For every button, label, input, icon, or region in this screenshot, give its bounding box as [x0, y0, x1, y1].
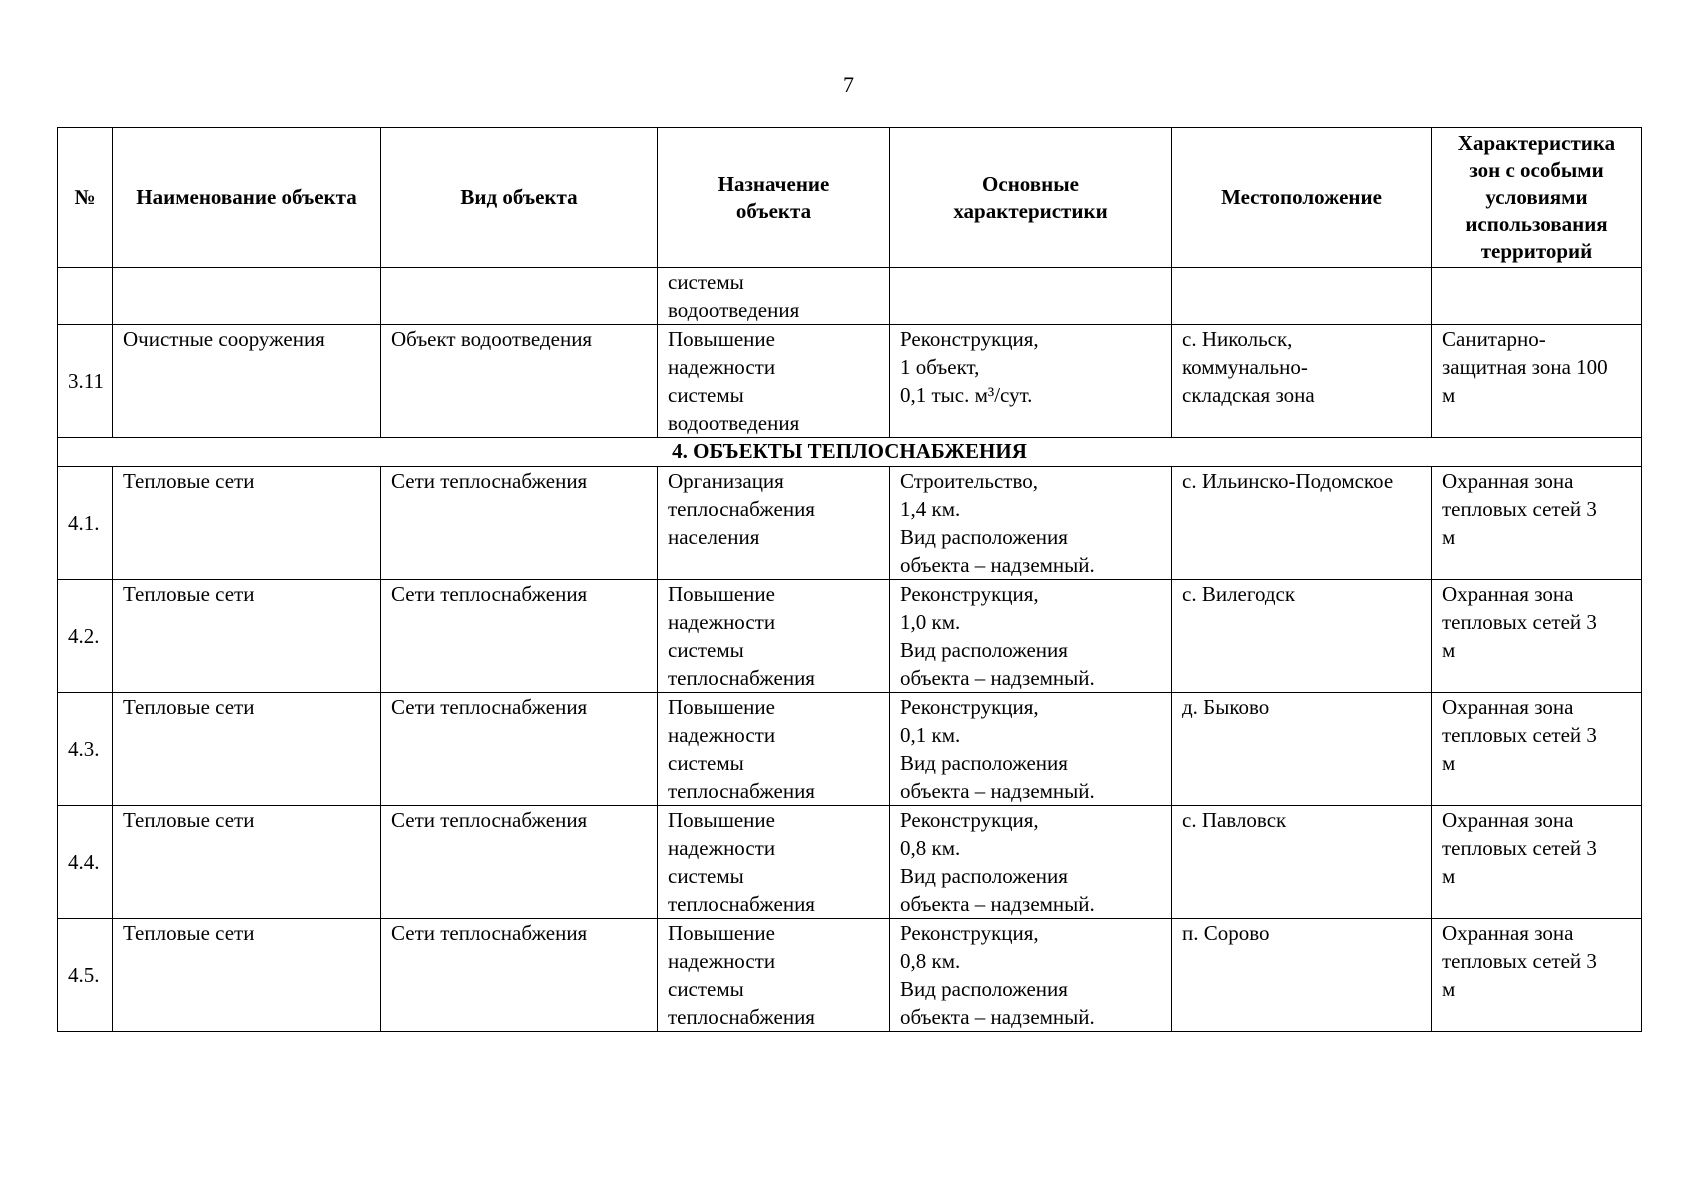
cell-line: Вид расположения [900, 638, 1068, 662]
header-num: № [58, 128, 113, 268]
cell-line: Охранная зона [1442, 582, 1574, 606]
cell-name: Тепловые сети [113, 693, 381, 806]
cell-characteristics [890, 268, 1172, 325]
cell-line: объекта – надземный. [900, 666, 1095, 690]
cell-line: системы [668, 751, 744, 775]
cell-line: м [1442, 751, 1456, 775]
cell-line: надежности [668, 610, 776, 634]
cell-name: Очистные сооружения [113, 325, 381, 438]
cell-line: 1 объект, [900, 355, 980, 379]
cell-line: Организация [668, 469, 784, 493]
cell-purpose [658, 467, 890, 580]
table-row [58, 693, 1642, 806]
cell-line: 0,1 тыс. м³/сут. [900, 383, 1033, 407]
cell-line: теплоснабжения [668, 666, 815, 690]
cell-line: м [1442, 525, 1456, 549]
cell-characteristics [890, 325, 1172, 438]
table-row [58, 806, 1642, 919]
cell-zones [1432, 268, 1642, 325]
cell-name: Тепловые сети [113, 467, 381, 580]
header-zones-line: использования [1465, 212, 1608, 236]
cell-line: тепловых сетей 3 [1442, 836, 1597, 860]
cell-line: надежности [668, 355, 776, 379]
cell-purpose [658, 693, 890, 806]
cell-line: с. Вилегодск [1182, 582, 1296, 606]
cell-line: Повышение [668, 921, 775, 945]
cell-purpose [658, 919, 890, 1032]
cell-line: Реконструкция, [900, 695, 1039, 719]
cell-line: Повышение [668, 582, 775, 606]
cell-line: теплоснабжения [668, 779, 815, 803]
cell-line: системы [668, 270, 744, 294]
cell-num: 4.2. [58, 580, 113, 693]
cell-name: Тепловые сети [113, 919, 381, 1032]
cell-zones [1432, 325, 1642, 438]
cell-line: м [1442, 383, 1456, 407]
cell-line: 0,8 км. [900, 836, 961, 860]
cell-line: населения [668, 525, 760, 549]
cell-num: 4.4. [58, 806, 113, 919]
header-type: Вид объекта [381, 128, 658, 268]
cell-characteristics [890, 693, 1172, 806]
cell-zones [1432, 580, 1642, 693]
cell-line: системы [668, 864, 744, 888]
cell-line: тепловых сетей 3 [1442, 949, 1597, 973]
header-location: Местоположение [1172, 128, 1432, 268]
cell-line: складская зона [1182, 383, 1315, 407]
cell-line: объекта – надземный. [900, 553, 1095, 577]
cell-line: Реконструкция, [900, 327, 1039, 351]
cell-line: надежности [668, 949, 776, 973]
cell-num: 4.3. [58, 693, 113, 806]
cell-characteristics [890, 580, 1172, 693]
cell-line: Повышение [668, 808, 775, 832]
cell-zones [1432, 919, 1642, 1032]
section-row [58, 438, 1642, 467]
cell-characteristics [890, 806, 1172, 919]
cell-location [1172, 919, 1432, 1032]
cell-line: д. Быково [1182, 695, 1270, 719]
table-row [58, 467, 1642, 580]
cell-line: Охранная зона [1442, 808, 1574, 832]
header-characteristics-line: характеристики [953, 198, 1108, 223]
cell-purpose [658, 325, 890, 438]
cell-line: объекта – надземный. [900, 779, 1095, 803]
cell-line: Вид расположения [900, 864, 1068, 888]
cell-purpose [658, 580, 890, 693]
cell-zones [1432, 806, 1642, 919]
header-row [58, 128, 1642, 268]
cell-characteristics [890, 467, 1172, 580]
header-purpose [658, 128, 890, 268]
cell-purpose [658, 268, 890, 325]
cell-location [1172, 580, 1432, 693]
cell-line: теплоснабжения [668, 892, 815, 916]
cell-type: Сети теплоснабжения [381, 919, 658, 1032]
cell-line: с. Никольск, [1182, 327, 1293, 351]
cell-type: Сети теплоснабжения [381, 806, 658, 919]
cell-name: Тепловые сети [113, 580, 381, 693]
cell-line: м [1442, 638, 1456, 662]
cell-num [58, 268, 113, 325]
header-zones-line: Характеристика [1457, 131, 1616, 155]
section-title: 4. ОБЪЕКТЫ ТЕПЛОСНАБЖЕНИЯ [58, 438, 1642, 467]
cell-line: Повышение [668, 327, 775, 351]
cell-line: системы [668, 977, 744, 1001]
header-purpose-line: Назначение [717, 171, 830, 196]
cell-location [1172, 467, 1432, 580]
cell-line: системы [668, 638, 744, 662]
cell-location [1172, 806, 1432, 919]
header-purpose-line: объекта [735, 198, 812, 223]
header-zones-line: условиями [1485, 185, 1588, 209]
cell-line: надежности [668, 723, 776, 747]
cell-purpose [658, 806, 890, 919]
header-characteristics [890, 128, 1172, 268]
table-row [58, 580, 1642, 693]
table-row [58, 325, 1642, 438]
cell-line: м [1442, 864, 1456, 888]
cell-line: Охранная зона [1442, 921, 1574, 945]
header-zones-line: территорий [1480, 239, 1593, 263]
cell-line: 1,0 км. [900, 610, 961, 634]
cell-line: с. Ильинско-Подомское [1182, 469, 1394, 493]
cell-location [1172, 693, 1432, 806]
cell-num: 4.1. [58, 467, 113, 580]
cell-line: теплоснабжения [668, 1005, 815, 1029]
cell-line: водоотведения [668, 298, 800, 322]
cell-line: Охранная зона [1442, 695, 1574, 719]
cell-line: тепловых сетей 3 [1442, 497, 1597, 521]
cell-line: с. Павловск [1182, 808, 1287, 832]
cell-line: тепловых сетей 3 [1442, 723, 1597, 747]
cell-line: Вид расположения [900, 751, 1068, 775]
cell-type: Сети теплоснабжения [381, 580, 658, 693]
cell-line: 0,1 км. [900, 723, 961, 747]
cell-line: защитная зона 100 [1442, 355, 1608, 379]
continuation-row [58, 268, 1642, 325]
cell-line: Реконструкция, [900, 921, 1039, 945]
cell-num: 4.5. [58, 919, 113, 1032]
cell-name [113, 268, 381, 325]
objects-table [57, 127, 1642, 1032]
cell-num: 3.11 [58, 325, 113, 438]
header-name: Наименование объекта [113, 128, 381, 268]
cell-line: Строительство, [900, 469, 1038, 493]
cell-line: Повышение [668, 695, 775, 719]
cell-line: 1,4 км. [900, 497, 961, 521]
header-zones-line: зон с особыми [1469, 158, 1604, 182]
cell-line: объекта – надземный. [900, 1005, 1095, 1029]
cell-line: Вид расположения [900, 977, 1068, 1001]
cell-line: надежности [668, 836, 776, 860]
cell-line: водоотведения [668, 411, 800, 435]
cell-line: коммунально- [1182, 355, 1308, 379]
cell-line: 0,8 км. [900, 949, 961, 973]
cell-line: Санитарно- [1442, 327, 1546, 351]
cell-line: п. Сорово [1182, 921, 1270, 945]
cell-line: объекта – надземный. [900, 892, 1095, 916]
header-characteristics-line: Основные [982, 171, 1079, 196]
cell-line: Вид расположения [900, 525, 1068, 549]
header-zones [1432, 128, 1642, 268]
cell-zones [1432, 467, 1642, 580]
cell-name: Тепловые сети [113, 806, 381, 919]
cell-characteristics [890, 919, 1172, 1032]
cell-line: м [1442, 977, 1456, 1001]
cell-line: Реконструкция, [900, 582, 1039, 606]
cell-line: тепловых сетей 3 [1442, 610, 1597, 634]
cell-line: теплоснабжения [668, 497, 815, 521]
cell-line: Реконструкция, [900, 808, 1039, 832]
cell-line: системы [668, 383, 744, 407]
cell-type: Объект водоотведения [381, 325, 658, 438]
cell-zones [1432, 693, 1642, 806]
cell-location [1172, 268, 1432, 325]
cell-location [1172, 325, 1432, 438]
page-number: 7 [843, 72, 854, 97]
cell-type [381, 268, 658, 325]
cell-type: Сети теплоснабжения [381, 467, 658, 580]
table-row [58, 919, 1642, 1032]
cell-line: Охранная зона [1442, 469, 1574, 493]
cell-type: Сети теплоснабжения [381, 693, 658, 806]
